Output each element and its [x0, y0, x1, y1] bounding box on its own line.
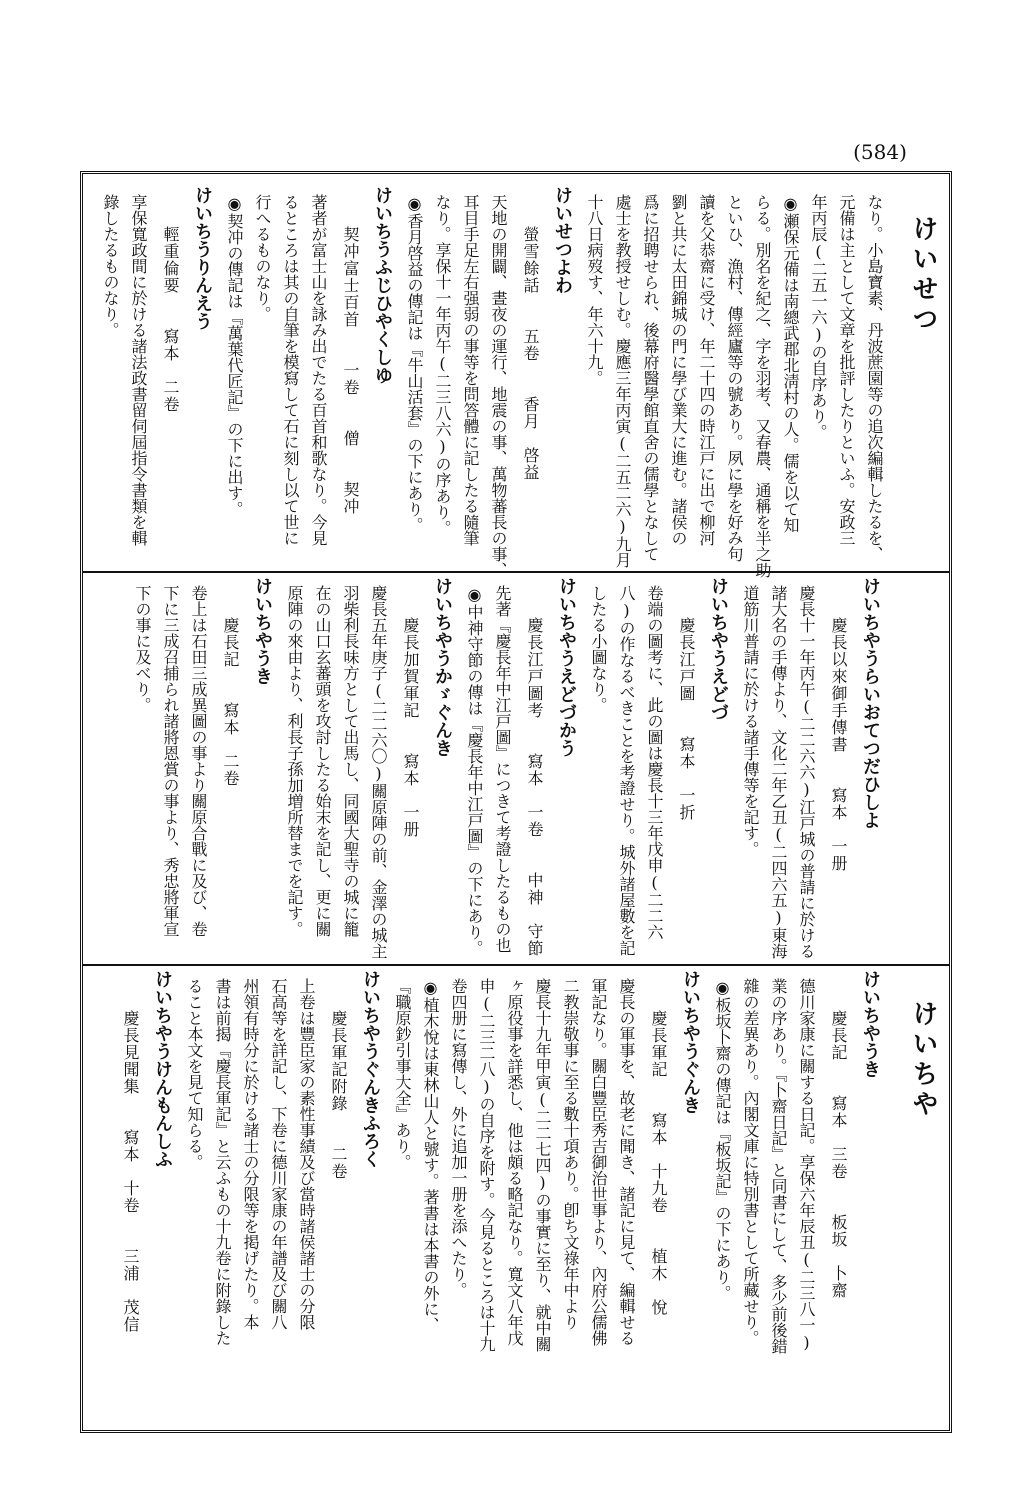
- text-line: 『職原鈔引事大全』あり。: [393, 978, 412, 1170]
- book-title: 慶長加賀軍記 寫本 一册: [401, 617, 420, 838]
- text-line: 州領有時分に於ける諸士の分限等を掲げたり。本: [241, 978, 260, 1330]
- book-title: 螢雪餘話 五卷 香月 啓益: [521, 226, 540, 481]
- text-line: 享保寬政間に於ける諸法政書留伺屆指令書類を輯: [129, 194, 148, 546]
- section-top: [98, 186, 888, 578]
- note-line: ◉契冲の傳記は『萬葉代匠記』の下に出す。: [225, 194, 244, 517]
- section-divider: [83, 571, 949, 573]
- running-header-bottom: けいちや: [908, 1000, 938, 1120]
- text-line: したる小圖なり。: [589, 585, 608, 713]
- section-bottom: [98, 970, 888, 1425]
- section-divider: [83, 964, 949, 966]
- entry-heading: けいちやうき: [252, 577, 273, 685]
- text-line: 諸大名の手傳より、文化二年乙丑(二四六五)東海: [769, 585, 788, 959]
- text-line: 行へるものなり。: [253, 194, 272, 322]
- text-line: 著者が富士山を詠み出でたる百首和歌なり。今見: [309, 194, 328, 546]
- entry-heading: けいちやうえどづかう: [556, 577, 577, 757]
- book-title: 慶長江戸圖 寫本 一折: [677, 617, 696, 821]
- text-line: 在の山口玄蕃頭を攻討したる始末を記し、更に關: [313, 585, 332, 937]
- entry-heading: けいちうふじひやくしゆ: [372, 186, 393, 384]
- note-line: ◉香月啓益の傳記は『牛山活套』の下にあり。: [405, 194, 424, 533]
- text-line: なり。小島寶素、丹波蔗園等の追次編輯したるを、: [865, 194, 884, 562]
- text-line: 羽柴利長味方として出馬し、同國大聖寺の城に籠: [341, 585, 360, 937]
- text-line: 先著『慶長年中江戸圖』につきて考證したるもの也: [493, 585, 512, 953]
- entry-heading: けいちやうらいおてつだひしよ: [860, 577, 881, 829]
- text-line: るところは其の自筆を模寫して石に刻し以て世に: [281, 194, 300, 546]
- entry-heading: けいせつよわ: [552, 186, 573, 294]
- text-line: ヶ原役事を詳悉し、他は頗る略記なり。寬文八年戊: [505, 978, 524, 1346]
- text-line: 申(二三二八)の自序を附す。今見るところは十九: [477, 978, 496, 1352]
- text-line: 書は前揭『慶長軍記』と云ふもの十九卷に附錄した: [213, 978, 232, 1346]
- text-line: 慶長の軍事を、故老に聞き、諸記に見て、編輯せる: [617, 978, 636, 1346]
- text-line: 原陣の來由より、利長子孫加増所替までを記す。: [285, 585, 304, 937]
- text-line: 慶長十九年甲寅(二二七四)の事實に至り、就中關: [533, 978, 552, 1352]
- running-header-top: けいせつ: [908, 215, 938, 335]
- text-line: 錄したるものなり。: [101, 194, 120, 338]
- book-title: 契冲富士百首 一卷 僧 契冲: [341, 226, 360, 515]
- text-line: 八)の作なるべきことを考證せり。城外諸屋數を記: [617, 585, 636, 956]
- page-number: (584): [853, 140, 907, 164]
- text-line: 十八日病歿す、年六十九。: [585, 194, 604, 386]
- text-line: 讀を父恭齋に受け、年二十四の時江戸に出で柳河: [697, 194, 716, 546]
- book-title: 慶長記 寫本 三卷 板坂 卜齋: [829, 1010, 848, 1299]
- book-title: 慶長以來御手傳書 寫本 一册: [829, 617, 848, 872]
- text-line: 卷四册に寫傳し、外に追加一册を添へたり。: [449, 978, 468, 1298]
- text-line: 下の事に及べり。: [133, 585, 152, 713]
- text-line: らる。別名を紀之、字を羽考、又春農、通稱を半之助: [753, 194, 772, 578]
- text-line: なり。享保十一年丙午(二三八六)の序あり。: [433, 194, 452, 536]
- book-title: 慶長軍記附錄 二卷: [329, 1010, 348, 1180]
- section-middle: [98, 577, 888, 959]
- book-title: 慶長軍記 寫本 十九卷 植木 悅: [649, 1010, 668, 1316]
- entry-heading: けいちやうぐんき: [680, 970, 701, 1114]
- text-line: 卷上は石田三成異圖の事より關原合戰に及び、卷: [189, 585, 208, 937]
- text-line: 下に三成召捕られ諸將恩賞の事より、秀忠將軍宣: [161, 585, 180, 937]
- text-line: 慶長五年庚子(二二六〇)關原陣の前、金澤の城主: [369, 585, 388, 959]
- text-line: 慶長十一年丙午(二二六六)江戸城の普請に於ける: [797, 585, 816, 959]
- text-line: 劉と共に太田錦城の門に學び業大に進む。諸侯の: [669, 194, 688, 546]
- entry-heading: けいちやうえどづ: [708, 577, 729, 721]
- text-line: 二教崇敬事に至る數十項あり。卽ち文祿年中より: [561, 978, 580, 1330]
- note-line: ◉中神守節の傳は『慶長年中江戸圖』の下にあり。: [465, 585, 484, 956]
- book-title: 慶長記 寫本 二卷: [221, 617, 240, 787]
- text-line: 雜の差異あり。內閣文庫に特別書として所藏せり。: [741, 978, 760, 1346]
- entry-heading: けいちやうけんもんしふ: [152, 970, 173, 1168]
- text-line: ること本文を見て知らる。: [185, 978, 204, 1170]
- text-line: 石高等を詳記し、下卷に德川家康の年譜及び關八: [269, 978, 288, 1330]
- note-line: ◉板坂卜齋の傳記は『板坂記』の下にあり。: [713, 978, 732, 1301]
- entry-heading: けいちうりんえう: [192, 186, 213, 330]
- entry-heading: けいちやうかゞぐんき: [432, 577, 453, 757]
- text-line: 上卷は豐臣家の素性事績及び當時諸侯諸士の分限: [297, 978, 316, 1330]
- text-line: 道筋川普請に於ける諸手傳等を記す。: [741, 585, 760, 857]
- text-line: 卷端の圖考に、此の圖は慶長十三年戊申(二二六: [645, 585, 664, 940]
- book-title: 慶長見聞集 寫本 十卷 三浦 茂信: [121, 1010, 140, 1333]
- book-title: 輕重倫要 寫本 二卷: [161, 226, 180, 413]
- text-line: 耳目手足左右强弱の事等を問答體に記したる隨筆: [461, 194, 480, 546]
- text-line: 爲に招聘せられ、後幕府醫學館直舍の儒學となして: [641, 194, 660, 562]
- text-line: といひ、漁村、傳經廬等の號あり。夙に學を好み句: [725, 194, 744, 562]
- text-line: 元備は主として文章を批評したりといふ。安政三: [837, 194, 856, 546]
- note-line: ◉植木悅は東林山人と號す。著書は本書の外に、: [421, 978, 440, 1333]
- entry-heading: けいちやうき: [860, 970, 881, 1078]
- entry-heading: けいちやうぐんきふろく: [360, 970, 381, 1168]
- book-title: 慶長江戸圖考 寫本 一卷 中神 守節: [525, 617, 544, 957]
- text-line: 處士を教授せしむ。慶應三年丙寅(二五二六)九月: [613, 194, 632, 568]
- text-line: 年丙辰(二五一六)の自序あり。: [809, 194, 828, 440]
- text-line: 德川家康に關する日記。享保六年辰丑(二三八一): [797, 978, 816, 1352]
- note-line: ◉瀬保元備は南總武郡北淸村の人。儒を以て知: [781, 194, 800, 533]
- text-line: 業の序あり。『卜齋日記』と同書にして、多少前後錯: [769, 978, 788, 1354]
- text-line: 天地の開闢、晝夜の運行、地震の事、萬物蕃長の事、: [489, 194, 508, 578]
- text-line: 軍記なり。關白豐臣秀吉御治世事より、內府公儒佛: [589, 978, 608, 1346]
